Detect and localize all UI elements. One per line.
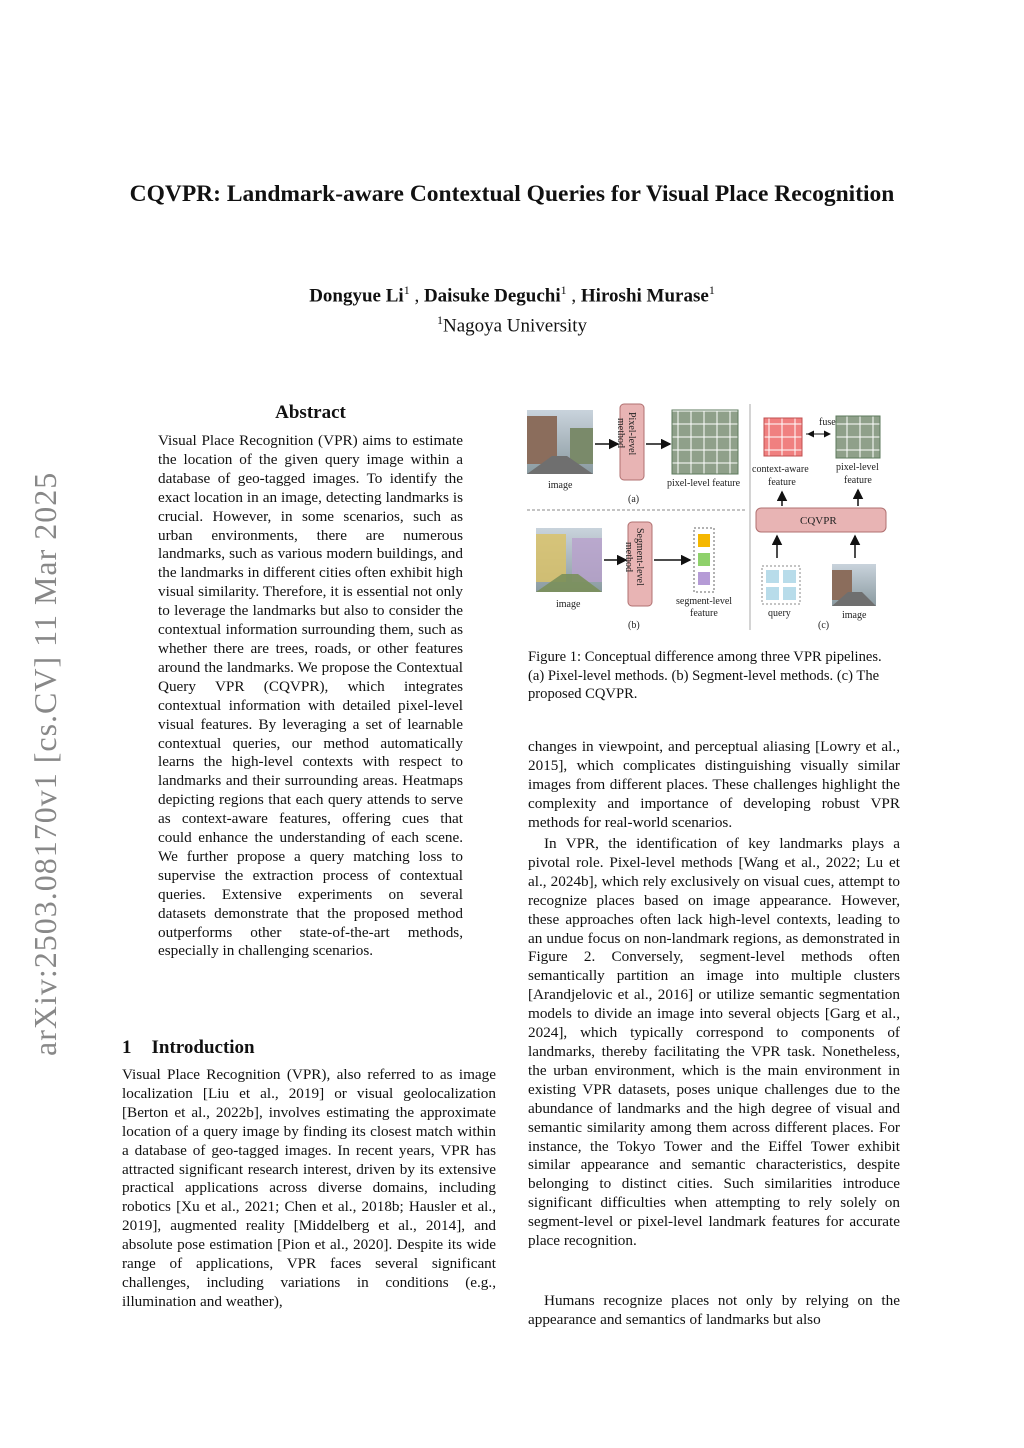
figure-1	[522, 398, 902, 636]
abstract-text: Visual Place Recognition (VPR) aims to estimate the location of the given query image within a database of geo-tagged images. To identify the exact location in an image, detecting landmarks is crucial. However, in some scenarios, such as urban environments, there are numerous landmarks, such as various modern buildings, and the landmarks in different cities often exhibit high visual similarity. Therefore, it is essential not only to leverage the landmarks but also to consider the contextual information surrounding them, such as whether there are trees, roads, or other features around the landmarks. We propose the Contextual Query VPR (CQVPR), which integrates contextual information with detailed pixel-level visual features. By leveraging a set of learnable contextual queries, our method automatically learns the high-level contexts with respect to landmarks and their surrounding areas. Heatmaps depicting regions that each query attends to serve as context-aware features, offering cues that could enhance the understanding of each scene. We further propose a query matching loss to supervise the extraction process of contextual queries. Extensive experiments on several datasets demonstrate that the proposed method outperforms other state-of-the-art methods, especially in challenging scenarios.	[158, 432, 463, 960]
street-image-b	[536, 528, 602, 592]
segment-feature-green	[698, 553, 710, 566]
author-name: Dongyue Li	[309, 285, 404, 307]
svg-text:(b): (b)	[628, 620, 640, 631]
svg-text:pixel-level: pixel-level	[836, 462, 879, 473]
svg-text:segment-level: segment-level	[676, 596, 733, 607]
svg-text:fuse: fuse	[819, 417, 836, 428]
svg-text:query: query	[768, 608, 791, 619]
panel-b	[536, 522, 732, 631]
panel-a	[527, 404, 741, 505]
svg-text:image: image	[548, 480, 573, 491]
segment-feature-orange	[698, 534, 710, 547]
author-list: Dongyue Li$^1$ , Daisuke Deguchi$^1$ , Hiroshi Murase$^1$	[309, 283, 715, 307]
paper-title: CQVPR: Landmark-aware Contextual Queries for Visual Place Recognition	[129, 181, 895, 207]
affiliation: $^1$Nagoya University	[436, 313, 588, 337]
street-image-c	[832, 564, 876, 606]
author-name: Hiroshi Murase	[580, 285, 709, 307]
svg-text:image: image	[842, 610, 867, 621]
street-image-a	[527, 410, 593, 474]
abstract-heading: Abstract	[275, 402, 346, 423]
svg-text:method: method	[623, 542, 634, 572]
introduction-paragraph-right-continued: changes in viewpoint, and perceptual aliasing [Lowry et al., 2015], which complicates distinguishing visually similar images from different places. These challenges highlight the complexity and importance of developing robust VPR methods for real-world scenarios.	[528, 738, 900, 831]
context-aware-feature-map	[764, 418, 802, 456]
contextual-query-grid	[762, 566, 800, 604]
introduction-paragraph-2: In VPR, the identification of key landmarks plays a pivotal role. Pixel-level methods [Wang et al., 2022; Lu et al., 2024b], which rely exclusively on visual cues, attempt to recognize places based on image appearance. However, these approaches often lack high-level contexts, leading to an undue focus on non-landmark regions, as demonstrated in Figure 2. Conversely, segment-level methods often semantically partition an image into multiple clusters [Arandjelovic et al., 2016] or utilize semantic segmentation models to divide an image into several objects [Garg et al., 2024], which typically correspond to components of landmarks, thereby facilitating the VPR task. Nonetheless, the urban environment, which is the main environment in existing VPR datasets, poses unique challenges due to the abundance of landmarks and the high degree of visual and semantic similarity among them across different places. For instance, the Tokyo Tower and the Eiffel Tower exhibit similar appearance and semantic characteristics, despite belonging to distinct cities. Such similarities introduce significant difficulties when attempting to rely solely on segment-level or pixel-level landmark features for accurate place recognition.	[528, 835, 900, 1250]
svg-text:(c): (c)	[818, 620, 830, 631]
figure-1-caption: Figure 1: Conceptual difference among three VPR pipelines. (a) Pixel-level methods. (b) Segment-level methods. (c) The proposed CQVPR.	[528, 649, 882, 703]
svg-text:pixel-level feature: pixel-level feature	[667, 478, 741, 489]
segment-level-method-label: Segment-level	[634, 528, 645, 586]
section-title: Introduction	[151, 1037, 255, 1058]
section-heading-introduction	[122, 1037, 275, 1059]
svg-text:feature: feature	[844, 475, 872, 486]
pixel-level-feature-map-c	[836, 416, 880, 458]
panel-c	[752, 416, 886, 631]
svg-text:(a): (a)	[628, 494, 640, 505]
arxiv-identifier	[22, 448, 66, 1060]
svg-text:feature: feature	[768, 477, 796, 488]
svg-text:method: method	[615, 418, 626, 448]
pixel-level-method-label: Pixel-level	[626, 412, 637, 456]
introduction-paragraph-left: Visual Place Recognition (VPR), also referred to as image localization [Liu et al., 2019] or visual geolocalization [Berton et al., 2022b], involves estimating the approximate location of a query image by finding its closest match within a database of geo-tagged images. In recent years, VPR has attracted significant research interest, driven by its extensive practical applications across diverse domains, including robotics [Xu et al., 2021; Chen et al., 2018b; Hausler et al., 2019], augmented reality [Middelberg et al., 2014], and absolute pose estimation [Pion et al., 2020]. Despite its wide range of applications, VPR faces several significant challenges, including variations in conditions (e.g., illumination and weather),	[122, 1066, 496, 1310]
svg-text:context-aware: context-aware	[752, 464, 809, 475]
introduction-paragraph-3: Humans recognize places not only by relying on the appearance and semantics of landmarks but also	[528, 1292, 900, 1328]
author-name: Daisuke Deguchi	[423, 285, 561, 307]
svg-text:feature: feature	[690, 608, 718, 619]
segment-feature-purple	[698, 572, 710, 585]
svg-text:image: image	[556, 599, 581, 610]
pixel-level-feature-map-a	[672, 410, 738, 474]
cqvpr-label: CQVPR	[800, 515, 837, 527]
arxiv-id-text: arXiv:2503.08170v1 [cs.CV] 11 Mar 2025	[27, 471, 63, 1056]
section-number: 1	[122, 1037, 132, 1058]
